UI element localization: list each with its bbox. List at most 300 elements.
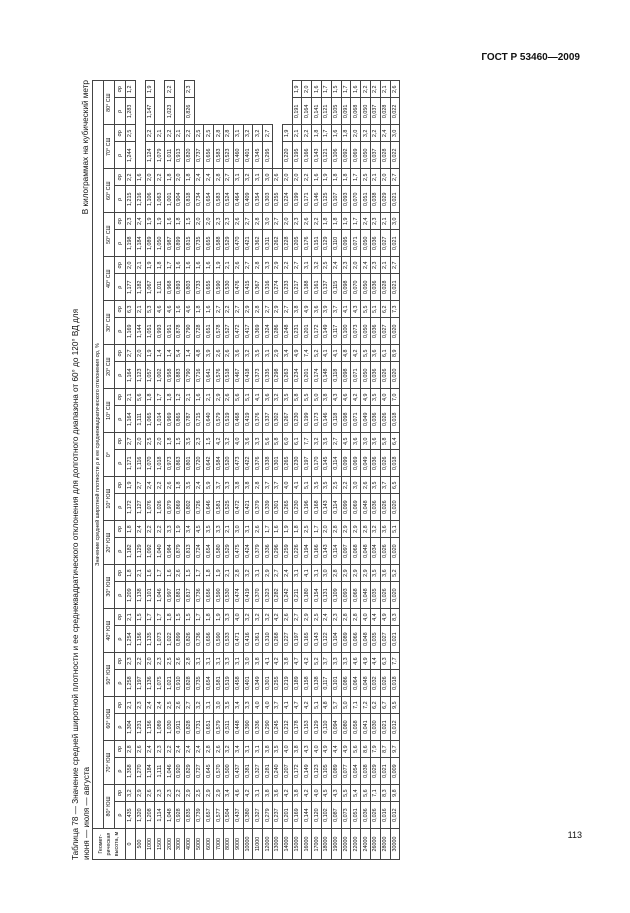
value-cell: 0,016: [380, 802, 390, 829]
value-cell: 0,655: [204, 274, 214, 301]
value-cell: 0,137: [321, 274, 331, 301]
value-cell: 0,093: [341, 186, 351, 213]
value-cell: 2,7: [272, 213, 282, 230]
value-cell: 0,233: [282, 274, 292, 301]
value-cell: 0,220: [282, 142, 292, 169]
value-cell: 3,5: [184, 433, 194, 450]
value-cell: 0,259: [282, 538, 292, 565]
latitude-header: 70° ЮШ: [104, 741, 115, 785]
table-row: [390, 81, 400, 860]
value-cell: 9,5: [390, 697, 400, 714]
value-cell: 0,071: [351, 406, 361, 433]
value-cell: 2,4: [145, 477, 155, 494]
value-cell: 8,3: [380, 785, 390, 802]
value-cell: 2,6: [253, 521, 263, 538]
value-cell: 0,029: [370, 758, 380, 785]
value-cell: 1,5: [331, 81, 341, 98]
value-cell: 4,2: [282, 785, 292, 802]
rho-subheader: ρ: [115, 802, 126, 829]
value-cell: 0,928: [174, 802, 184, 829]
value-cell: 1,8: [292, 521, 302, 538]
value-cell: 0,154: [312, 582, 322, 609]
value-cell: 1,8: [165, 433, 175, 450]
value-cell: 0,035: [370, 582, 380, 609]
value-cell: 0,530: [223, 582, 233, 609]
value-cell: 2,6: [174, 653, 184, 670]
value-cell: 2,3: [331, 609, 341, 626]
value-cell: 0,736: [194, 582, 204, 609]
value-cell: 0,018: [390, 670, 400, 697]
value-cell: 5,5: [341, 785, 351, 802]
value-cell: 0,169: [292, 802, 302, 829]
value-cell: 2,0: [351, 125, 361, 142]
value-cell: 0,801: [184, 450, 194, 477]
value-cell: 3,1: [233, 653, 243, 670]
value-cell: 4,1: [253, 389, 263, 406]
value-cell: 0,048: [361, 626, 371, 653]
value-cell: 0,739: [194, 802, 204, 829]
value-cell: 4,1: [341, 301, 351, 318]
rho-subheader: ρ: [115, 626, 126, 653]
value-cell: 3,1: [233, 169, 243, 186]
altitude-cell: 10000: [243, 829, 253, 860]
value-cell: 0,327: [253, 758, 263, 785]
value-cell: 1,7: [312, 521, 322, 538]
value-cell: 4,6: [341, 389, 351, 406]
value-cell: 0,026: [380, 538, 390, 565]
value-cell: 0,173: [312, 406, 322, 433]
value-cell: 0,149: [302, 758, 312, 785]
value-cell: 1,283: [126, 98, 136, 125]
value-cell: 2,9: [351, 521, 361, 538]
units-note: В килограммах на кубический метр: [81, 80, 90, 215]
value-cell: 0,727: [194, 758, 204, 785]
value-cell: 0,098: [341, 274, 351, 301]
value-cell: 4,2: [243, 785, 253, 802]
table-row: [145, 81, 155, 860]
value-cell: 0,878: [174, 318, 184, 345]
value-cell: 1,244: [126, 142, 136, 169]
value-cell: 0,048: [361, 582, 371, 609]
value-cell: 1,304: [126, 714, 136, 741]
value-cell: 0,231: [292, 318, 302, 345]
value-cell: 2,1: [126, 697, 136, 714]
sigma-subheader: σρ: [115, 477, 126, 494]
value-cell: 1,073: [155, 626, 165, 653]
value-cell: 1,169: [126, 318, 136, 345]
value-cell: 9,8: [390, 785, 400, 802]
value-cell: 0,109: [331, 582, 341, 609]
value-cell: 0,123: [312, 758, 322, 785]
value-cell: 1,9: [282, 125, 292, 142]
value-cell: 3,7: [321, 653, 331, 670]
value-cell: 0,468: [233, 406, 243, 433]
table-row: [272, 81, 282, 860]
value-cell: 4,2: [272, 609, 282, 626]
sigma-subheader: σρ: [115, 565, 126, 582]
table-row: [253, 81, 263, 860]
value-cell: 4,0: [282, 477, 292, 494]
value-cell: 0,969: [165, 406, 175, 433]
value-cell: 2,3: [370, 213, 380, 230]
value-cell: 0,028: [380, 98, 390, 125]
value-cell: 0,122: [321, 626, 331, 653]
value-cell: 3,1: [243, 741, 253, 758]
value-cell: 2,0: [302, 81, 312, 98]
value-cell: 0,248: [282, 318, 292, 345]
value-cell: 5,6: [135, 389, 145, 406]
sigma-subheader: σρ: [115, 697, 126, 714]
value-cell: 1,002: [155, 362, 165, 389]
value-cell: 3,9: [204, 345, 214, 362]
value-cell: 1,050: [155, 230, 165, 257]
value-cell: 0,835: [184, 802, 194, 829]
value-cell: 3,8: [263, 741, 273, 758]
value-cell: 0,655: [204, 230, 214, 257]
value-cell: 4,4: [331, 741, 341, 758]
value-cell: 0,282: [272, 582, 282, 609]
value-cell: 0,058: [351, 714, 361, 741]
value-cell: 3,1: [214, 653, 224, 670]
value-cell: 4,6: [351, 653, 361, 670]
value-cell: 0,580: [214, 538, 224, 565]
value-cell: 8,9: [390, 345, 400, 362]
value-cell: 6,1: [292, 433, 302, 450]
altitude-cell: 17000: [312, 829, 322, 860]
value-cell: 1,7: [321, 125, 331, 142]
value-cell: 0,641: [204, 362, 214, 389]
value-cell: 0,899: [174, 230, 184, 257]
value-cell: 0,424: [243, 538, 253, 565]
value-cell: 0,336: [253, 714, 263, 741]
value-cell: 5,6: [361, 785, 371, 802]
value-cell: 4,9: [361, 653, 371, 670]
value-cell: 2,3: [214, 213, 224, 230]
value-cell: 3,6: [380, 521, 390, 538]
value-cell: 1,127: [135, 494, 145, 521]
value-cell: 0,048: [361, 538, 371, 565]
value-cell: 0,826: [184, 626, 194, 653]
value-cell: 3,2: [194, 697, 204, 714]
value-cell: 0,523: [223, 142, 233, 169]
value-cell: 0,073: [351, 318, 361, 345]
value-cell: 2,7: [292, 609, 302, 626]
value-cell: 6,3: [380, 653, 390, 670]
value-cell: 3,2: [243, 125, 253, 142]
value-cell: 0,224: [282, 186, 292, 213]
value-cell: 2,2: [135, 653, 145, 670]
rho-subheader: ρ: [115, 274, 126, 301]
value-cell: 5,6: [351, 741, 361, 758]
value-cell: 3,1: [253, 785, 263, 802]
value-cell: 2,2: [223, 301, 233, 318]
value-cell: 0,578: [214, 318, 224, 345]
table-row: [233, 81, 243, 860]
value-cell: 2,7: [263, 125, 273, 142]
value-cell: 1,216: [135, 186, 145, 213]
value-cell: 0,642: [204, 450, 214, 477]
value-cell: 0,654: [204, 538, 214, 565]
value-cell: 2,6: [135, 741, 145, 758]
value-cell: 6,1: [380, 345, 390, 362]
sigma-subheader: σρ: [115, 257, 126, 274]
value-cell: 0,020: [390, 538, 400, 565]
value-cell: 0,584: [214, 450, 224, 477]
value-cell: 3,5: [370, 389, 380, 406]
value-cell: 0,533: [223, 626, 233, 653]
value-cell: 4,2: [351, 389, 361, 406]
value-cell: 0,911: [174, 714, 184, 741]
value-cell: 4,0: [312, 741, 322, 758]
rho-subheader: ρ: [115, 406, 126, 433]
value-cell: 1,5: [184, 565, 194, 582]
value-cell: 2,0: [321, 521, 331, 538]
value-cell: 3,2: [253, 125, 263, 142]
value-cell: 0,195: [292, 142, 302, 169]
value-cell: 1,9: [282, 521, 292, 538]
value-cell: 0,335: [263, 362, 273, 389]
value-cell: 4,6: [184, 301, 194, 318]
value-cell: 5,8: [380, 433, 390, 450]
value-cell: 4,1: [321, 345, 331, 362]
value-cell: 3,6: [370, 433, 380, 450]
value-cell: 0,419: [243, 406, 253, 433]
value-cell: 0,051: [361, 186, 371, 213]
value-cell: 2,4: [155, 697, 165, 714]
value-cell: 0,524: [223, 186, 233, 213]
value-cell: 1,172: [126, 494, 136, 521]
value-cell: 1,9: [341, 213, 351, 230]
value-cell: 3,5: [223, 697, 233, 714]
value-cell: 0,106: [331, 142, 341, 169]
value-cell: 0,189: [292, 670, 302, 697]
value-cell: 6,7: [380, 697, 390, 714]
value-cell: 0,511: [223, 714, 233, 741]
value-cell: 5,2: [312, 345, 322, 362]
rho-subheader: ρ: [115, 494, 126, 521]
value-cell: 0,066: [351, 626, 361, 653]
value-cell: 3,4: [184, 521, 194, 538]
value-cell: 0,973: [165, 450, 175, 477]
value-cell: 3,3: [223, 477, 233, 494]
value-cell: 2,3: [155, 653, 165, 670]
value-cell: 1,9: [214, 565, 224, 582]
altitude-cell: 13000: [272, 829, 282, 860]
value-cell: 0,145: [321, 450, 331, 477]
value-cell: 0,217: [292, 274, 302, 301]
table-row: [282, 81, 292, 860]
value-cell: 0,143: [312, 626, 322, 653]
value-cell: 4,5: [321, 785, 331, 802]
value-cell: 0,817: [184, 582, 194, 609]
value-cell: 0,802: [184, 494, 194, 521]
value-cell: 1,9: [155, 213, 165, 230]
latitude-header: 10° СШ: [104, 389, 115, 433]
value-cell: 1,5: [174, 609, 184, 626]
value-cell: 2,7: [126, 345, 136, 362]
value-cell: 0,036: [370, 450, 380, 477]
value-cell: 0,100: [341, 318, 351, 345]
value-cell: 1,6: [351, 81, 361, 98]
value-cell: 2,1: [223, 521, 233, 538]
value-cell: 1,8: [165, 169, 175, 186]
value-cell: 0,500: [223, 758, 233, 785]
value-cell: 0,161: [312, 274, 322, 301]
rho-subheader: ρ: [115, 714, 126, 741]
value-cell: 1,6: [204, 301, 214, 318]
value-cell: 0,141: [312, 98, 322, 125]
sigma-subheader: σρ: [115, 741, 126, 758]
value-cell: 0,327: [253, 802, 263, 829]
value-cell: 2,3: [292, 213, 302, 230]
value-cell: 0,910: [174, 670, 184, 697]
value-cell: 0,021: [380, 758, 390, 785]
value-cell: 1,7: [351, 169, 361, 186]
value-cell: 2,2: [282, 257, 292, 274]
value-cell: 2,1: [204, 389, 214, 406]
value-cell: 0,129: [312, 714, 322, 741]
value-cell: 2,6: [390, 81, 400, 98]
value-cell: 4,9: [321, 741, 331, 758]
table-row: [184, 81, 194, 860]
value-cell: 7,7: [302, 433, 312, 450]
value-cell: 1,9: [292, 81, 302, 98]
value-cell: 3,5: [370, 477, 380, 494]
value-cell: 2,7: [184, 697, 194, 714]
value-cell: 0,191: [292, 98, 302, 125]
rho-subheader: ρ: [115, 98, 126, 125]
value-cell: 2,9: [302, 609, 312, 626]
value-cell: 0,720: [194, 450, 204, 477]
value-cell: 0,038: [370, 186, 380, 213]
value-cell: 0,120: [312, 802, 322, 829]
value-cell: 3,7: [272, 697, 282, 714]
value-cell: 0,114: [331, 494, 341, 521]
latitude-header: 60° ЮШ: [104, 697, 115, 741]
latitude-header: 30° ЮШ: [104, 565, 115, 609]
value-cell: 1,5: [135, 609, 145, 626]
value-cell: 2,9: [214, 389, 224, 406]
value-cell: 1,065: [145, 406, 155, 433]
value-cell: 1,8: [204, 565, 214, 582]
value-cell: 4,5: [341, 433, 351, 450]
value-cell: 0,336: [263, 538, 273, 565]
value-cell: 0,230: [292, 450, 302, 477]
value-cell: 5,1: [302, 477, 312, 494]
value-cell: 0,716: [194, 362, 204, 389]
value-cell: 0,581: [214, 494, 224, 521]
sigma-subheader: σρ: [115, 169, 126, 186]
value-cell: 0,180: [302, 582, 312, 609]
value-cell: 2,4: [135, 213, 145, 230]
value-cell: 3,1: [302, 257, 312, 274]
value-cell: 3,2: [263, 609, 273, 626]
value-cell: 6,4: [390, 433, 400, 450]
value-cell: 0,803: [184, 274, 194, 301]
value-cell: 1,5: [174, 433, 184, 450]
value-cell: 0,520: [223, 450, 233, 477]
value-cell: 2,9: [341, 521, 351, 538]
value-cell: 4,1: [263, 653, 273, 670]
value-cell: 4,9: [341, 741, 351, 758]
value-cell: 0,265: [282, 494, 292, 521]
value-cell: 0,645: [204, 758, 214, 785]
value-cell: 0,324: [263, 318, 273, 345]
value-cell: 0,034: [370, 538, 380, 565]
value-cell: 0,376: [253, 406, 263, 433]
value-cell: 0,255: [272, 670, 282, 697]
value-cell: 0,654: [204, 186, 214, 213]
value-cell: 2,6: [214, 345, 224, 362]
value-cell: 2,7: [243, 213, 253, 230]
value-cell: 3,1: [233, 125, 243, 142]
altitude-cell: 24000: [361, 829, 371, 860]
sigma-subheader: σρ: [115, 653, 126, 670]
altitude-cell: 11000: [253, 829, 263, 860]
value-cell: 3,6: [233, 345, 243, 362]
value-cell: 0,373: [253, 362, 263, 389]
altitude-cell: 500: [135, 829, 145, 860]
value-cell: 2,0: [282, 213, 292, 230]
value-cell: 3,7: [380, 477, 390, 494]
latitude-header: 30° СШ: [104, 301, 115, 345]
value-cell: 5,5: [361, 345, 371, 362]
value-cell: 0,737: [194, 142, 204, 169]
value-cell: 0,020: [390, 318, 400, 345]
value-cell: 0,107: [331, 186, 341, 213]
value-cell: 2,0: [145, 169, 155, 186]
latitude-header: 80° СШ: [104, 81, 115, 125]
value-cell: 2,5: [194, 785, 204, 802]
value-cell: 0,863: [174, 450, 184, 477]
value-cell: 3,3: [341, 653, 351, 670]
value-cell: 0,069: [351, 142, 361, 169]
value-cell: 0,577: [214, 802, 224, 829]
value-cell: 0,640: [204, 406, 214, 433]
value-cell: 1,067: [145, 274, 155, 301]
value-cell: 1,6: [145, 565, 155, 582]
value-cell: 0,815: [184, 230, 194, 257]
value-cell: 1,9: [145, 345, 155, 362]
value-cell: 0,170: [312, 450, 322, 477]
sigma-subheader: σρ: [115, 433, 126, 450]
value-cell: 7,9: [370, 741, 380, 758]
value-cell: 2,2: [145, 125, 155, 142]
value-cell: 0,009: [390, 758, 400, 785]
value-cell: 2,6: [223, 345, 233, 362]
altitude-cell: 28000: [380, 829, 390, 860]
value-cell: 3,8: [292, 741, 302, 758]
value-cell: 5,2: [390, 565, 400, 582]
value-cell: 1,001: [165, 186, 175, 213]
value-cell: 0,035: [370, 626, 380, 653]
value-cell: 0,121: [321, 98, 331, 125]
value-cell: 0,715: [194, 406, 204, 433]
value-cell: 0,020: [390, 362, 400, 389]
value-cell: 1,156: [145, 714, 155, 741]
value-cell: 3,2: [243, 565, 253, 582]
value-cell: 0,021: [390, 186, 400, 213]
value-cell: 0,240: [272, 758, 282, 785]
value-cell: 0,869: [174, 494, 184, 521]
value-cell: 4,0: [233, 609, 243, 626]
value-cell: 0,735: [194, 670, 204, 697]
table-row: [194, 81, 204, 860]
value-cell: 2,6: [214, 741, 224, 758]
value-cell: 0,583: [214, 186, 224, 213]
value-cell: 3,0: [351, 477, 361, 494]
value-cell: 1,051: [145, 318, 155, 345]
